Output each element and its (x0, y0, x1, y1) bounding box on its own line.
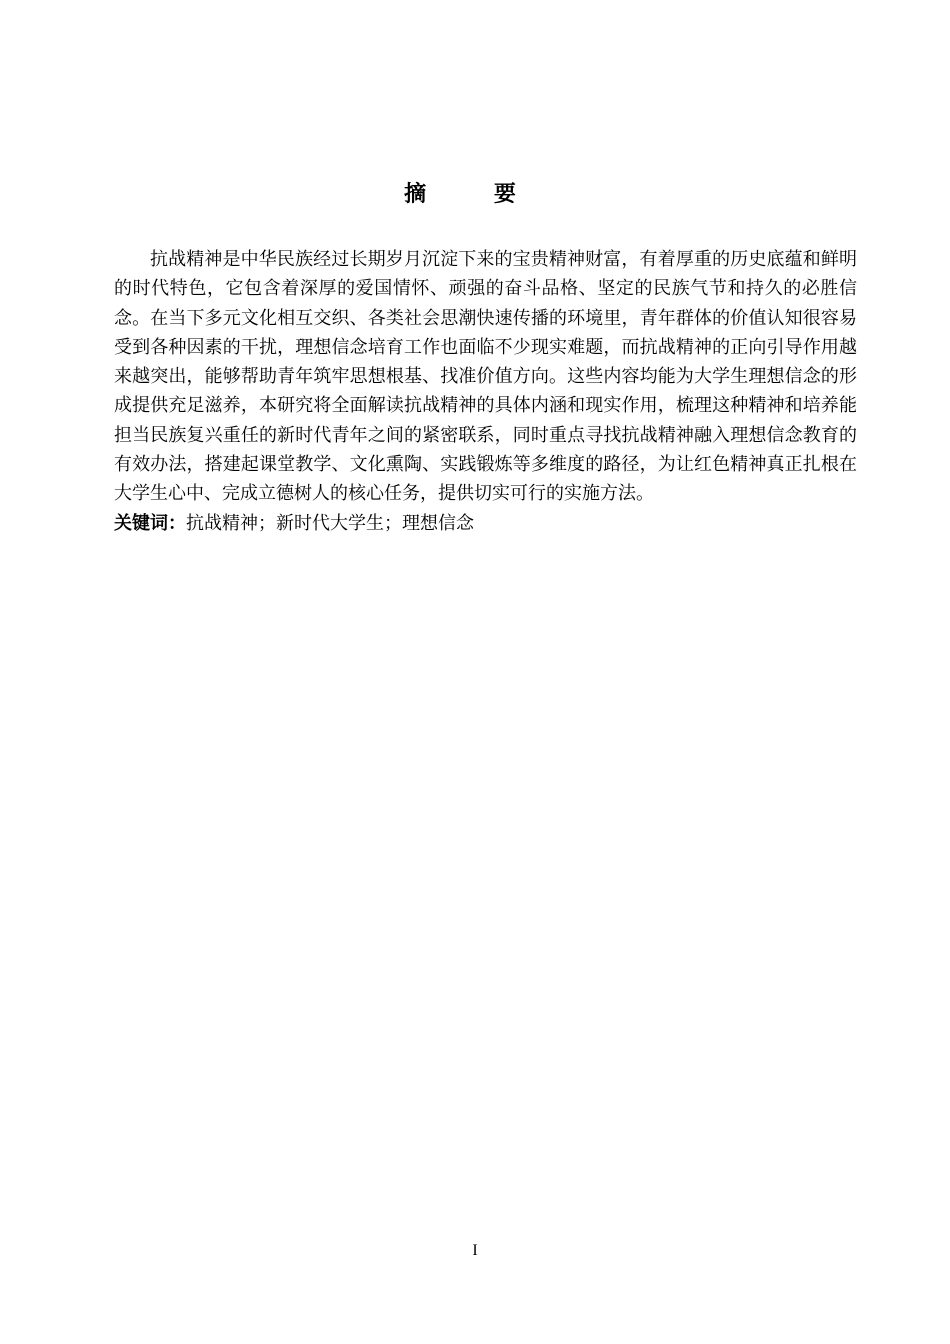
abstract-section (114, 245, 857, 538)
page-number: I (472, 1242, 478, 1259)
abstract-title: 摘 要 (404, 182, 546, 207)
abstract-paragraph: 抗战精神是中华民族经过长期岁月沉淀下来的宝贵精神财富，有着厚重的历史底蕴和鲜明的时代特色，它包含着深厚的爱国情怀、顽强的奋斗品格、坚定的民族气节和持久的必胜信念。在当下多元文化相互交织、各类社会思潮快速传播的环境里，青年群体的价值认知很容易受到各种因素的干扰，理想信念培育工作也面临不少现实难题，而抗战精神的正向引导作用越来越突出，能够帮助青年筑牢思想根基、找准价值方向。这些内容均能为大学生理想信念的形成提供充足滋养，本研究将全面解读抗战精神的具体内涵和现实作用，梳理这种精神和培养能担当民族复兴重任的新时代青年之间的紧密联系，同时重点寻找抗战精神融入理想信念教育的有效办法，搭建起课堂教学、文化熏陶、实践锻炼等多维度的路径，为让红色精神真正扎根在大学生心中、完成立德树人的核心任务，提供切实可行的实施方法。 (114, 249, 857, 505)
keywords-label: 关键词： (114, 512, 186, 534)
keywords-text: 抗战精神；新时代大学生；理想信念 (186, 512, 474, 534)
keywords-line (114, 509, 857, 538)
